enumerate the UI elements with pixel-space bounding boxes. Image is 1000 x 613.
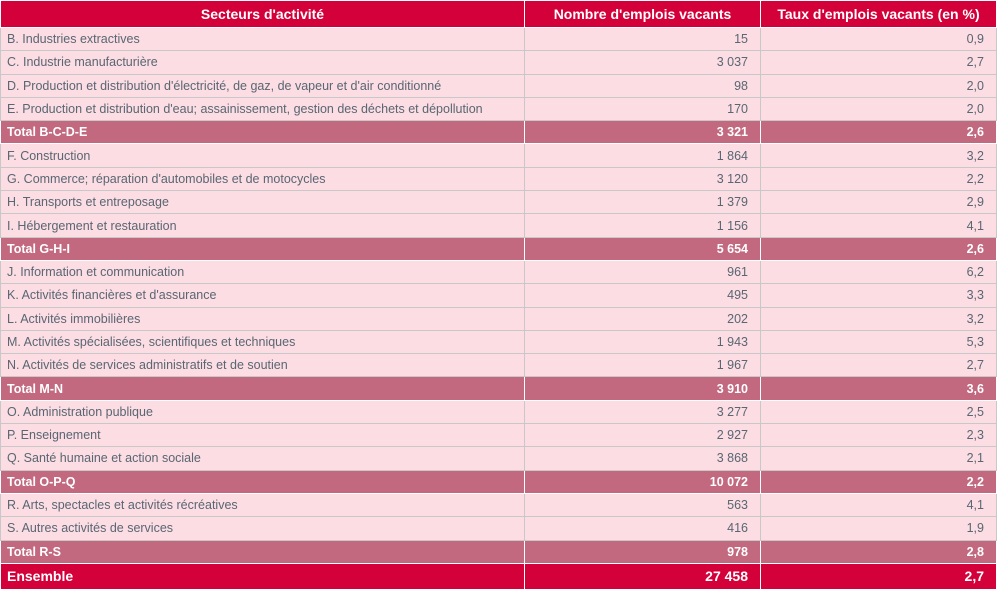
table-row: [1, 517, 997, 540]
sector-cell: H. Transports et entreposage: [1, 191, 525, 214]
sector-cell: Total R-S: [1, 540, 525, 563]
rate-cell: 2,0: [761, 97, 997, 120]
count-cell: 5 654: [525, 237, 761, 260]
count-cell: 98: [525, 74, 761, 97]
table-row: [1, 400, 997, 423]
sector-cell: R. Arts, spectacles et activités récréatives: [1, 493, 525, 516]
rate-cell: 2,6: [761, 121, 997, 144]
header-rate: Taux d'emplois vacants (en %): [761, 1, 997, 28]
total-row: [1, 237, 997, 260]
rate-cell: 2,5: [761, 400, 997, 423]
rate-cell: 1,9: [761, 517, 997, 540]
count-cell: 3 910: [525, 377, 761, 400]
sector-cell: I. Hébergement et restauration: [1, 214, 525, 237]
table-row: [1, 74, 997, 97]
count-cell: 15: [525, 28, 761, 51]
table-row: [1, 214, 997, 237]
sector-cell: N. Activités de services administratifs et de soutien: [1, 354, 525, 377]
rate-cell: 2,9: [761, 191, 997, 214]
sector-cell: S. Autres activités de services: [1, 517, 525, 540]
sector-cell: Total M-N: [1, 377, 525, 400]
header-sector: Secteurs d'activité: [1, 1, 525, 28]
sector-cell: L. Activités immobilières: [1, 307, 525, 330]
count-cell: 961: [525, 260, 761, 283]
total-row: [1, 470, 997, 493]
table-row: [1, 447, 997, 470]
count-cell: 3 868: [525, 447, 761, 470]
table-row: [1, 51, 997, 74]
grand-total-row: [1, 563, 997, 589]
sector-cell: O. Administration publique: [1, 400, 525, 423]
rate-cell: 2,1: [761, 447, 997, 470]
sector-cell: J. Information et communication: [1, 260, 525, 283]
rate-cell: 2,2: [761, 167, 997, 190]
count-cell: 10 072: [525, 470, 761, 493]
total-row: [1, 377, 997, 400]
rate-cell: 2,7: [761, 354, 997, 377]
count-cell: 3 321: [525, 121, 761, 144]
rate-cell: 3,6: [761, 377, 997, 400]
header-row: [1, 1, 997, 28]
rate-cell: 3,3: [761, 284, 997, 307]
sector-cell: B. Industries extractives: [1, 28, 525, 51]
rate-cell: 2,7: [761, 51, 997, 74]
table-row: [1, 493, 997, 516]
table-row: [1, 424, 997, 447]
count-cell: 3 037: [525, 51, 761, 74]
rate-cell: 2,6: [761, 237, 997, 260]
rate-cell: 3,2: [761, 307, 997, 330]
sector-cell: Total G-H-I: [1, 237, 525, 260]
rate-cell: 6,2: [761, 260, 997, 283]
sector-cell: Q. Santé humaine et action sociale: [1, 447, 525, 470]
rate-cell: 2,0: [761, 74, 997, 97]
rate-cell: 4,1: [761, 214, 997, 237]
total-row: [1, 121, 997, 144]
table-row: [1, 191, 997, 214]
sector-cell: Total O-P-Q: [1, 470, 525, 493]
sector-cell: C. Industrie manufacturière: [1, 51, 525, 74]
rate-cell: 2,2: [761, 470, 997, 493]
table-body: [1, 28, 997, 590]
count-cell: 416: [525, 517, 761, 540]
rate-cell: 3,2: [761, 144, 997, 167]
header-count: Nombre d'emplois vacants: [525, 1, 761, 28]
count-cell: 3 277: [525, 400, 761, 423]
count-cell: 2 927: [525, 424, 761, 447]
table-row: [1, 167, 997, 190]
sector-cell: K. Activités financières et d'assurance: [1, 284, 525, 307]
sector-cell: Ensemble: [1, 563, 525, 589]
sector-cell: Total B-C-D-E: [1, 121, 525, 144]
table-row: [1, 330, 997, 353]
count-cell: 170: [525, 97, 761, 120]
count-cell: 27 458: [525, 563, 761, 589]
count-cell: 978: [525, 540, 761, 563]
count-cell: 1 156: [525, 214, 761, 237]
sector-cell: D. Production et distribution d'électricité, de gaz, de vapeur et d'air conditionné: [1, 74, 525, 97]
sector-cell: M. Activités spécialisées, scientifiques et techniques: [1, 330, 525, 353]
rate-cell: 5,3: [761, 330, 997, 353]
sector-cell: P. Enseignement: [1, 424, 525, 447]
count-cell: 202: [525, 307, 761, 330]
table-row: [1, 284, 997, 307]
table-row: [1, 260, 997, 283]
count-cell: 495: [525, 284, 761, 307]
count-cell: 1 864: [525, 144, 761, 167]
rate-cell: 2,3: [761, 424, 997, 447]
sector-cell: E. Production et distribution d'eau; assainissement, gestion des déchets et dépollution: [1, 97, 525, 120]
table-row: [1, 97, 997, 120]
count-cell: 3 120: [525, 167, 761, 190]
rate-cell: 2,7: [761, 563, 997, 589]
count-cell: 1 379: [525, 191, 761, 214]
rate-cell: 2,8: [761, 540, 997, 563]
rate-cell: 0,9: [761, 28, 997, 51]
table-row: [1, 144, 997, 167]
count-cell: 1 943: [525, 330, 761, 353]
rate-cell: 4,1: [761, 493, 997, 516]
sector-cell: F. Construction: [1, 144, 525, 167]
count-cell: 563: [525, 493, 761, 516]
sector-cell: G. Commerce; réparation d'automobiles et de motocycles: [1, 167, 525, 190]
count-cell: 1 967: [525, 354, 761, 377]
table-row: [1, 28, 997, 51]
table-row: [1, 354, 997, 377]
table-row: [1, 307, 997, 330]
total-row: [1, 540, 997, 563]
